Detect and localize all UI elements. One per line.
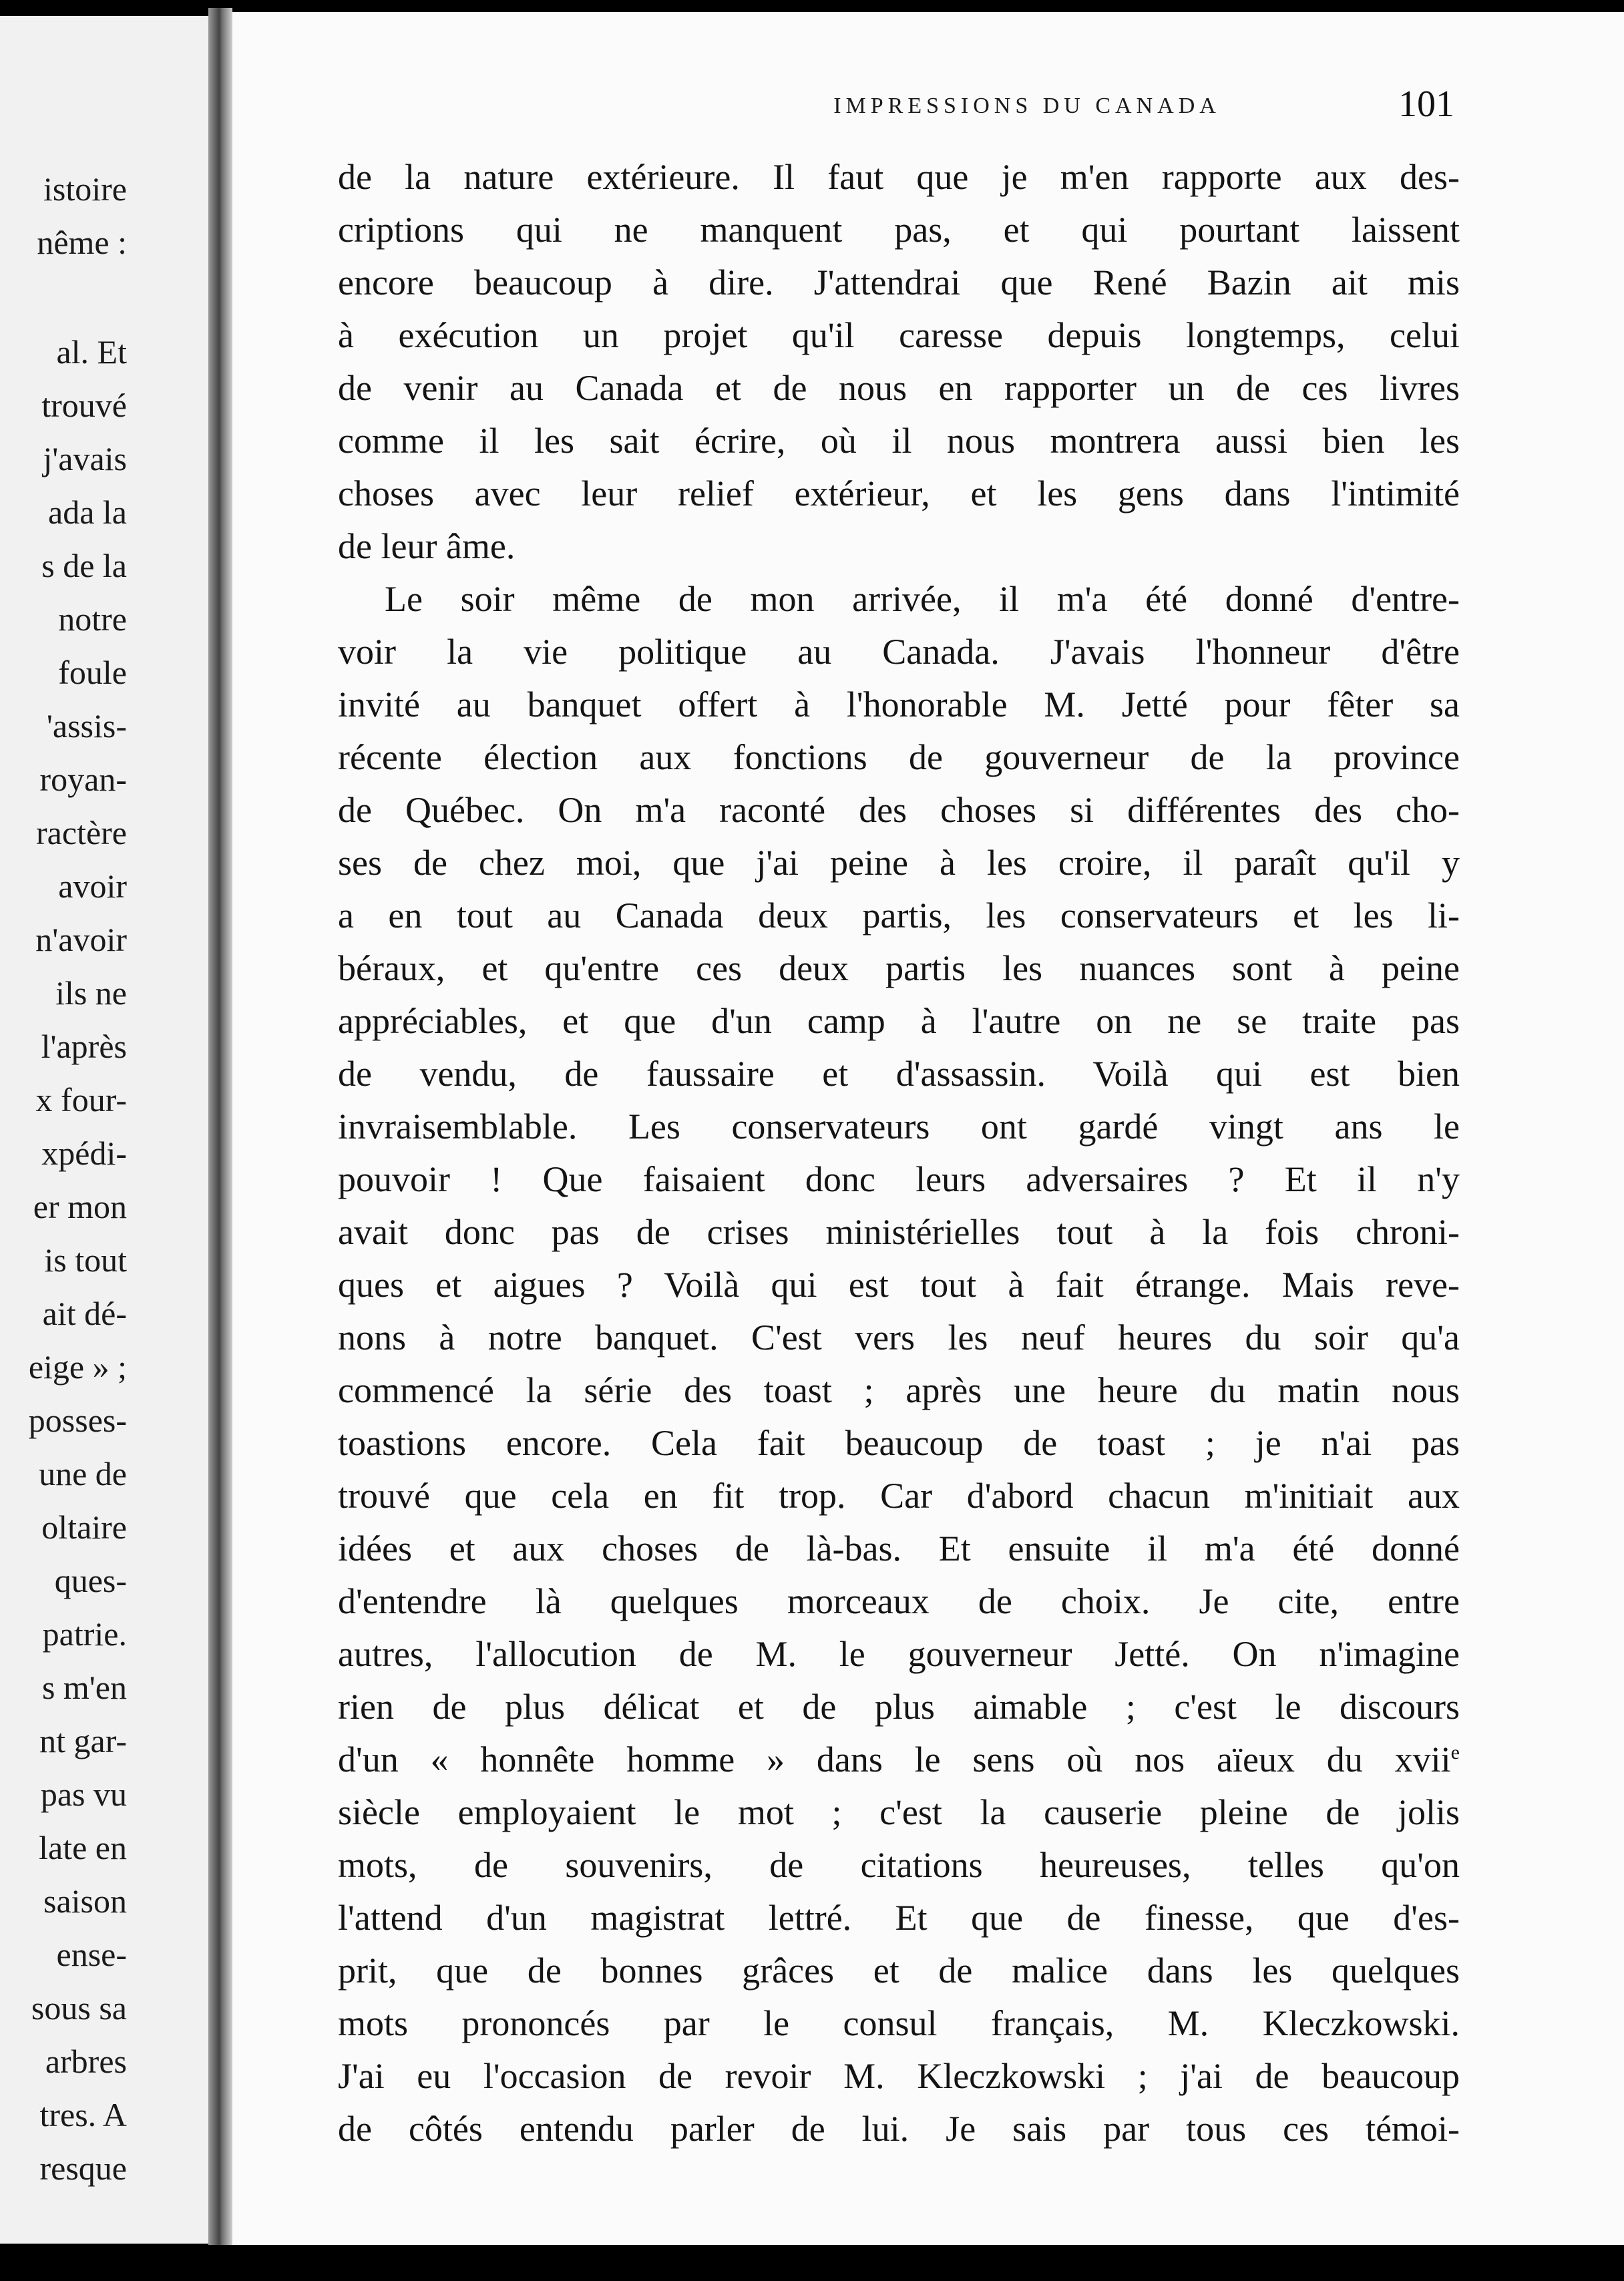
text-line: Le soir même de mon arrivée, il m'a été donné d'entre- — [385, 579, 1460, 619]
text-line — [338, 1733, 1460, 1786]
text-line: siècle employaient le mot ; c'est la causerie pleine de jolis — [338, 1792, 1460, 1832]
text-line: voir la vie politique au Canada. J'avais l'honneur d'être — [338, 632, 1460, 672]
text-line: criptions qui ne manquent pas, et qui pourtant laissent — [338, 210, 1460, 250]
previous-page-fragment — [0, 16, 208, 2244]
left-page-fragment: une de — [39, 1455, 127, 1492]
text-line: pouvoir ! Que faisaient donc leurs adversaires ? Et il n'y — [338, 1159, 1460, 1199]
text-line: encore beaucoup à dire. J'attendrai que René Bazin ait mis — [338, 262, 1460, 302]
left-page-fragment: ractère — [36, 814, 127, 851]
left-page-fragment: 'assis- — [46, 707, 127, 745]
text-line: d'entendre là quelques morceaux de choix. Je cite, entre — [338, 1581, 1460, 1621]
left-page-fragment: arbres — [45, 2043, 127, 2080]
left-page-fragment: s m'en — [41, 1669, 127, 1706]
left-page-fragment: saison — [43, 1882, 127, 1920]
left-page-fragment: al. Et — [56, 333, 127, 371]
left-page-fragment: sous sa — [31, 1989, 127, 2027]
book-page — [232, 12, 1624, 2245]
text-line: toastions encore. Cela fait beaucoup de toast ; je n'ai pas — [338, 1423, 1460, 1463]
text-line-body: d'un « honnête homme » dans le sens où nos aïeux du xvii — [338, 1739, 1451, 1780]
text-line: l'attend d'un magistrat lettré. Et que de finesse, que d'es- — [338, 1898, 1460, 1938]
text-line: ques et aigues ? Voilà qui est tout à fait étrange. Mais reve- — [338, 1265, 1460, 1305]
text-line: à exécution un projet qu'il caresse depuis longtemps, celui — [338, 315, 1460, 355]
left-page-fragment: foule — [58, 654, 127, 691]
text-line: trouvé que cela en fit trop. Car d'abord chacun m'initiait aux — [338, 1476, 1460, 1516]
text-line: J'ai eu l'occasion de revoir M. Kleczkowski ; j'ai de beaucoup — [338, 2056, 1460, 2096]
text-line: invraisemblable. Les conservateurs ont gardé vingt ans le — [338, 1106, 1460, 1147]
text-line: de Québec. On m'a raconté des choses si différentes des cho- — [338, 790, 1460, 830]
left-page-fragment: ense- — [56, 1936, 127, 1973]
text-line: de vendu, de faussaire et d'assassin. Voilà qui est bien — [338, 1054, 1460, 1094]
left-page-fragment: er mon — [33, 1188, 127, 1225]
scan-bottom-border — [0, 2245, 1624, 2281]
text-line: mots, de souvenirs, de citations heureuses, telles qu'on — [338, 1845, 1460, 1885]
running-head: IMPRESSIONS DU CANADA — [833, 93, 1221, 118]
superscript: e — [1450, 1741, 1460, 1764]
left-page-fragment: istoire — [43, 170, 127, 208]
text-line: commencé la série des toast ; après une heure du matin nous — [338, 1370, 1460, 1410]
left-page-fragment: ada la — [48, 493, 127, 531]
left-page-fragment: n'avoir — [35, 921, 127, 958]
left-page-fragment: x four- — [35, 1081, 127, 1118]
left-page-fragment: late en — [39, 1829, 127, 1866]
left-page-fragment: nême : — [37, 224, 127, 261]
left-page-fragment: oltaire — [41, 1508, 127, 1546]
text-line: rien de plus délicat et de plus aimable ; c'est le discours — [338, 1687, 1460, 1727]
left-page-fragment: pas vu — [40, 1776, 127, 1813]
left-page-fragment: is tout — [44, 1241, 127, 1279]
left-page-fragment: royan- — [39, 761, 127, 798]
text-line: nons à notre banquet. C'est vers les neuf heures du soir qu'a — [338, 1317, 1460, 1358]
text-line: de côtés entendu parler de lui. Je sais par tous ces témoi- — [338, 2109, 1460, 2149]
text-line: ses de chez moi, que j'ai peine à les croire, il paraît qu'il y — [338, 843, 1460, 883]
left-page-fragment: patrie. — [42, 1615, 127, 1653]
text-line: de la nature extérieure. Il faut que je m'en rapporte aux des- — [338, 157, 1460, 197]
text-line: comme il les sait écrire, où il nous montrera aussi bien les — [338, 421, 1460, 461]
left-page-fragment: xpédi- — [41, 1134, 127, 1172]
text-line: a en tout au Canada deux partis, les conservateurs et les li- — [338, 895, 1460, 936]
left-page-fragment: ils ne — [55, 974, 127, 1012]
text-line: avait donc pas de crises ministérielles tout à la fois chroni- — [338, 1212, 1460, 1252]
text-line: béraux, et qu'entre ces deux partis les nuances sont à peine — [338, 948, 1460, 988]
text-line: choses avec leur relief extérieur, et les gens dans l'intimité — [338, 473, 1460, 513]
text-line: autres, l'allocution de M. le gouverneur Jetté. On n'imagine — [338, 1634, 1460, 1674]
text-line: de venir au Canada et de nous en rapporter un de ces livres — [338, 368, 1460, 408]
left-page-fragment: notre — [58, 600, 127, 638]
left-page-fragment: l'après — [41, 1028, 127, 1065]
text-line: mots prononcés par le consul français, M. Kleczkowski. — [338, 2003, 1460, 2043]
left-page-fragment: avoir — [58, 867, 127, 905]
left-page-fragment: j'avais — [43, 440, 127, 477]
text-line: de leur âme. — [338, 526, 516, 566]
left-page-fragment: resque — [39, 2149, 127, 2187]
left-page-fragment: tres. A — [39, 2096, 127, 2133]
text-line: récente élection aux fonctions de gouverneur de la province — [338, 737, 1460, 777]
left-page-fragment: ques- — [54, 1562, 127, 1599]
text-line: idées et aux choses de là-bas. Et ensuite il m'a été donné — [338, 1528, 1460, 1569]
left-page-fragment: trouvé — [41, 387, 127, 424]
text-line: invité au banquet offert à l'honorable M. Jetté pour fêter sa — [338, 684, 1460, 724]
left-page-fragment: eige » ; — [28, 1348, 127, 1386]
left-page-fragment: posses- — [28, 1402, 127, 1439]
left-page-fragment: s de la — [41, 547, 127, 584]
text-line: appréciables, et que d'un camp à l'autre on ne se traite pas — [338, 1001, 1460, 1041]
text-line: prit, que de bonnes grâces et de malice dans les quelques — [338, 1950, 1460, 1991]
left-page-fragment: nt gar- — [39, 1722, 127, 1759]
page-number: 101 — [1398, 83, 1454, 125]
book-gutter — [208, 8, 232, 2252]
left-page-fragment: ait dé- — [42, 1295, 127, 1332]
